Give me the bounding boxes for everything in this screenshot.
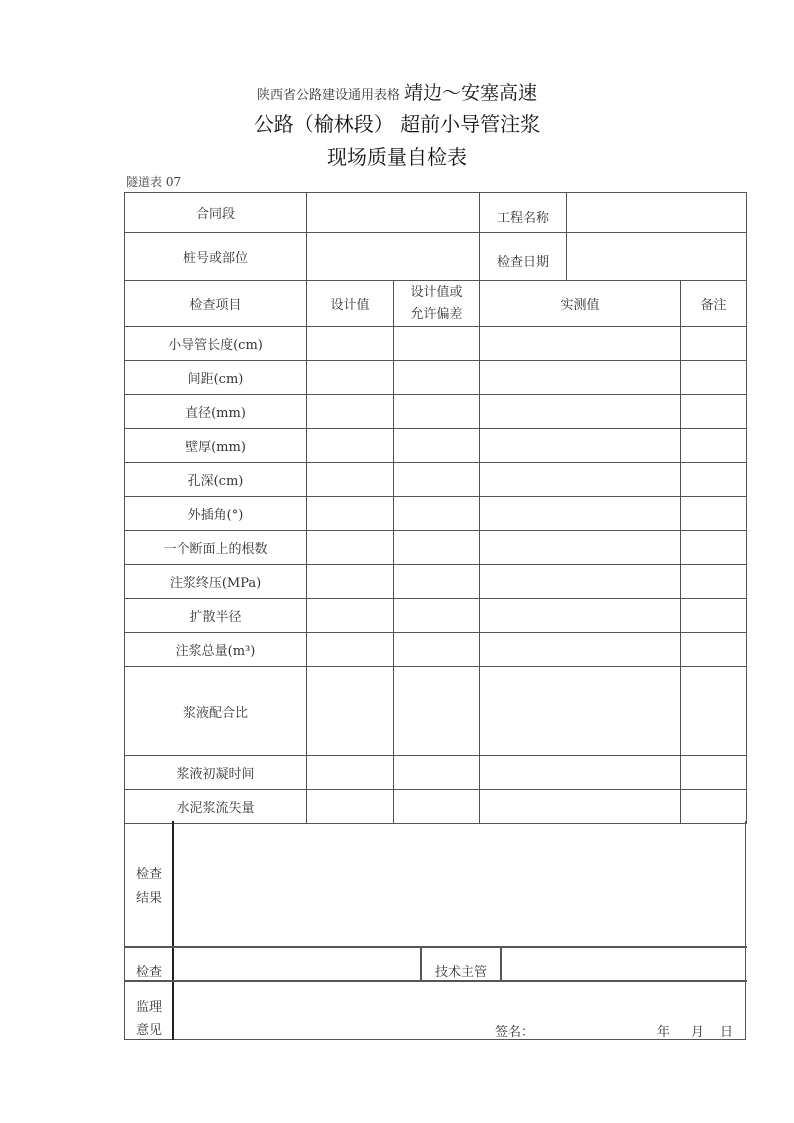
- station-label: 桩号或部位: [125, 233, 307, 281]
- row-item: 一个断面上的根数: [125, 531, 307, 565]
- result-label-l2: 结果: [135, 891, 162, 906]
- remarks-cell[interactable]: [681, 565, 747, 599]
- design-cell[interactable]: [307, 531, 394, 565]
- col-header-remarks: 备注: [681, 281, 747, 327]
- inspection-table: [124, 192, 747, 824]
- design-cell[interactable]: [307, 633, 394, 667]
- design-cell[interactable]: [307, 756, 394, 790]
- form-header-line1: [0, 78, 794, 105]
- row-item: 直径(mm): [125, 395, 307, 429]
- tolerance-cell[interactable]: [394, 565, 480, 599]
- table-row: [125, 497, 747, 531]
- year-label: 年: [657, 1025, 671, 1040]
- design-cell[interactable]: [307, 565, 394, 599]
- row-item: 外插角(°): [125, 497, 307, 531]
- row-item: 间距(cm): [125, 361, 307, 395]
- table-row: [125, 395, 747, 429]
- table-row: [125, 599, 747, 633]
- row-item: 浆液初凝时间: [125, 756, 307, 790]
- table-row: [125, 531, 747, 565]
- tolerance-cell[interactable]: [394, 463, 480, 497]
- remarks-cell[interactable]: [681, 531, 747, 565]
- day-label: 日: [720, 1025, 734, 1040]
- col-header-tolerance-l1: 设计值或: [410, 284, 463, 300]
- tolerance-cell[interactable]: [394, 327, 480, 361]
- col-header-tolerance: [394, 281, 480, 327]
- table-row: [125, 667, 747, 756]
- supervisor-label-l1: 监理: [135, 1000, 162, 1015]
- row-item: 扩散半径: [125, 599, 307, 633]
- check-date-label: 检查日期: [480, 233, 567, 280]
- station-row: [125, 233, 747, 281]
- result-label: [125, 863, 173, 911]
- row-item: 注浆总量(m³): [125, 633, 307, 667]
- row-item: 小导管长度(cm): [125, 327, 307, 361]
- design-cell[interactable]: [307, 429, 394, 463]
- remarks-cell[interactable]: [681, 633, 747, 667]
- remarks-cell[interactable]: [681, 327, 747, 361]
- design-cell[interactable]: [307, 790, 394, 824]
- measured-cell[interactable]: [480, 756, 681, 790]
- contract-row: [125, 193, 747, 233]
- design-cell[interactable]: [307, 463, 394, 497]
- check-date-field[interactable]: [567, 233, 746, 280]
- measured-cell[interactable]: [480, 667, 681, 756]
- row-item: 注浆终压(MPa): [125, 565, 307, 599]
- tolerance-cell[interactable]: [394, 429, 480, 463]
- remarks-cell[interactable]: [681, 599, 747, 633]
- table-row: [125, 565, 747, 599]
- row-item: 水泥浆流失量: [125, 790, 307, 824]
- remarks-cell[interactable]: [681, 395, 747, 429]
- station-field[interactable]: [307, 233, 480, 281]
- tolerance-cell[interactable]: [394, 790, 480, 824]
- project-title-line1: 靖边～安塞高速: [404, 82, 538, 104]
- remarks-cell[interactable]: [681, 790, 747, 824]
- measured-cell[interactable]: [480, 361, 681, 395]
- tolerance-cell[interactable]: [394, 667, 480, 756]
- measured-cell[interactable]: [480, 497, 681, 531]
- design-cell[interactable]: [307, 667, 394, 756]
- supervisor-label: [125, 993, 173, 1039]
- signature-label: 签名：: [495, 1025, 535, 1040]
- table-row: [125, 633, 747, 667]
- inspector-field[interactable]: [174, 948, 419, 980]
- table-row: [125, 790, 747, 824]
- row-item: 孔深(cm): [125, 463, 307, 497]
- project-title-line2: 公路（榆林段） 超前小导管注浆: [253, 112, 541, 136]
- measured-cell[interactable]: [480, 565, 681, 599]
- row-item: 浆液配合比: [125, 667, 307, 756]
- measured-cell[interactable]: [480, 531, 681, 565]
- tech-director-field[interactable]: [502, 948, 747, 980]
- col-header-measured: 实测值: [480, 281, 681, 327]
- table-row: [125, 756, 747, 790]
- col-header-design: 设计值: [307, 281, 394, 327]
- contract-label: 合同段: [125, 193, 307, 233]
- contract-field[interactable]: [307, 193, 480, 233]
- col-header-item: 检查项目: [125, 281, 307, 327]
- form-prefix: 陕西省公路建设通用表格: [256, 88, 400, 103]
- check-date-group: [480, 233, 747, 281]
- design-cell[interactable]: [307, 497, 394, 531]
- result-field[interactable]: [174, 821, 747, 946]
- measured-cell[interactable]: [480, 395, 681, 429]
- remarks-cell[interactable]: [681, 756, 747, 790]
- project-name-group: [480, 193, 747, 233]
- tolerance-cell[interactable]: [394, 599, 480, 633]
- inspector-label: 检查: [135, 965, 162, 980]
- form-number: 隧道表 07: [126, 175, 182, 189]
- month-label: 月: [691, 1025, 705, 1040]
- design-cell[interactable]: [307, 327, 394, 361]
- tech-director-label: 技术主管: [434, 965, 487, 980]
- tolerance-cell[interactable]: [394, 395, 480, 429]
- column-header-row: [125, 281, 747, 327]
- measured-cell[interactable]: [480, 429, 681, 463]
- design-cell[interactable]: [307, 599, 394, 633]
- tolerance-cell[interactable]: [394, 361, 480, 395]
- design-cell[interactable]: [307, 361, 394, 395]
- tolerance-cell[interactable]: [394, 633, 480, 667]
- measured-cell[interactable]: [480, 327, 681, 361]
- remarks-cell[interactable]: [681, 667, 747, 756]
- measured-cell[interactable]: [480, 599, 681, 633]
- remarks-cell[interactable]: [681, 497, 747, 531]
- supervisor-label-l2: 意见: [135, 1023, 162, 1038]
- project-name-label: 工程名称: [480, 193, 567, 232]
- remarks-cell[interactable]: [681, 463, 747, 497]
- measured-cell[interactable]: [480, 463, 681, 497]
- tolerance-cell[interactable]: [394, 497, 480, 531]
- footer-section: [124, 821, 746, 1040]
- form-title: 现场质量自检表: [327, 145, 467, 169]
- table-row: [125, 463, 747, 497]
- table-row: [125, 327, 747, 361]
- result-label-l1: 检查: [135, 867, 162, 882]
- remarks-cell[interactable]: [681, 361, 747, 395]
- tolerance-cell[interactable]: [394, 531, 480, 565]
- table-row: [125, 429, 747, 463]
- remarks-cell[interactable]: [681, 429, 747, 463]
- tolerance-cell[interactable]: [394, 756, 480, 790]
- design-cell[interactable]: [307, 395, 394, 429]
- table-row: [125, 361, 747, 395]
- project-name-field[interactable]: [567, 193, 746, 232]
- row-item: 壁厚(mm): [125, 429, 307, 463]
- measured-cell[interactable]: [480, 790, 681, 824]
- col-header-tolerance-l2: 允许偏差: [410, 306, 463, 322]
- measured-cell[interactable]: [480, 633, 681, 667]
